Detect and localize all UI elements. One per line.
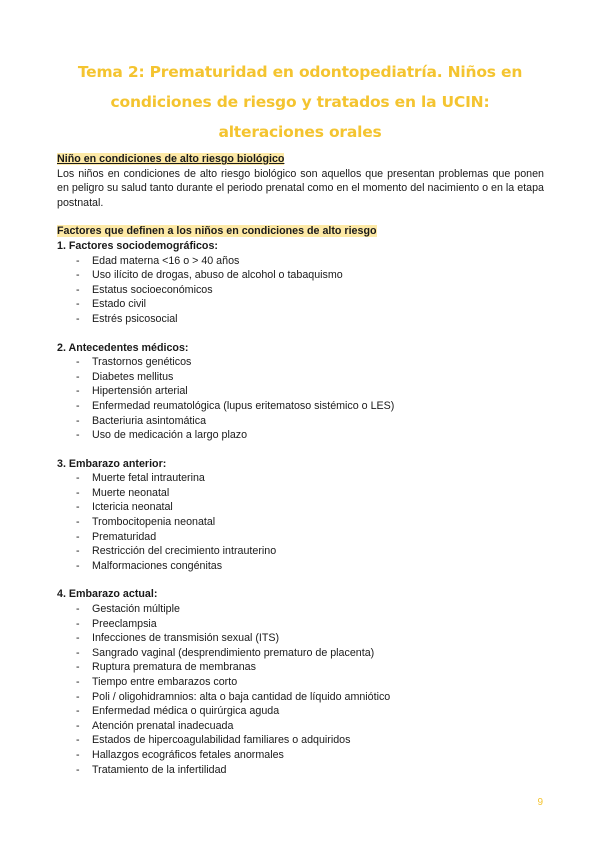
- dash-bullet: -: [76, 269, 80, 282]
- list-item: [57, 733, 544, 748]
- dash-bullet: -: [76, 356, 80, 369]
- dash-bullet: -: [76, 676, 80, 688]
- list-item: [57, 370, 544, 385]
- section-high-risk-paragraph: Los niños en condiciones de alto riesgo biológico son aquellos que presentan problemas que ponen en peligro su salud tanto durante el periodo prenatal como en el momento del nacimiento o en la etapa postnatal.: [57, 167, 544, 209]
- dash-bullet: -: [76, 516, 80, 529]
- section-high-risk-heading: [57, 152, 544, 167]
- factor-group-title: 3. Embarazo anterior:: [57, 457, 167, 470]
- dash-bullet: -: [76, 429, 80, 442]
- list-item-text: Ictericia neonatal: [92, 501, 173, 514]
- dash-bullet: -: [76, 646, 80, 659]
- list-item-text: Bacteriuria asintomática: [92, 414, 207, 427]
- factor-groups: [57, 239, 544, 777]
- dash-bullet: -: [76, 283, 80, 296]
- list-item-text: Edad materna <16 o > 40 años: [92, 254, 240, 267]
- list-item: [57, 530, 544, 545]
- list-item-text: Trastornos genéticos: [92, 356, 192, 369]
- list-item-text: Estrés psicosocial: [92, 312, 178, 325]
- list-item: [57, 414, 544, 429]
- dash-bullet: -: [76, 298, 80, 311]
- dash-bullet: -: [76, 603, 80, 616]
- list-item-text: Trombocitopenia neonatal: [92, 516, 216, 529]
- list-item-text: Hipertensión arterial: [92, 385, 188, 398]
- dash-bullet: -: [76, 254, 80, 267]
- list-item-text: Atención prenatal inadecuada: [92, 719, 234, 732]
- list-item: [57, 384, 544, 399]
- factor-group-title: 4. Embarazo actual:: [57, 588, 158, 601]
- factor-group: [57, 239, 544, 327]
- factor-group: [57, 457, 544, 574]
- list-item: [57, 748, 544, 763]
- list-item: [57, 471, 544, 486]
- list-item: [57, 500, 544, 515]
- dash-bullet: -: [76, 661, 80, 674]
- list-item: [57, 646, 544, 661]
- dash-bullet: -: [76, 385, 80, 398]
- dash-bullet: -: [76, 472, 80, 485]
- list-item-text: Poli / oligohidramnios: alta o baja cantidad de líquido amniótico: [92, 690, 391, 703]
- list-item: [57, 675, 544, 690]
- list-item: [57, 719, 544, 734]
- list-item-text: Ruptura prematura de membranas: [92, 661, 256, 674]
- list-item: [57, 690, 544, 705]
- list-item-text: Uso de medicación a largo plazo: [92, 429, 248, 442]
- list-item: [57, 268, 544, 283]
- list-item: [57, 297, 544, 312]
- list-item: [57, 544, 544, 559]
- dash-bullet: -: [76, 530, 80, 543]
- dash-bullet: -: [76, 617, 80, 630]
- dash-bullet: -: [76, 559, 80, 572]
- list-item-text: Uso ilícito de drogas, abuso de alcohol o tabaquismo: [92, 269, 343, 282]
- factor-group-title: 1. Factores sociodemográficos:: [57, 239, 218, 252]
- factor-group: [57, 341, 544, 443]
- list-item: [57, 486, 544, 501]
- section-factors-heading: [57, 224, 544, 239]
- list-item-text: Enfermedad médica o quirúrgica aguda: [92, 705, 280, 718]
- section-heading-highlighted: Niño en condiciones de alto riesgo biológico: [57, 153, 285, 165]
- dash-bullet: -: [76, 719, 80, 732]
- list-item: [57, 312, 544, 327]
- factor-list: [57, 355, 544, 443]
- factor-list: [57, 471, 544, 573]
- dash-bullet: -: [76, 545, 80, 558]
- list-item-text: Tiempo entre embarazos corto: [92, 676, 238, 688]
- dash-bullet: -: [76, 690, 80, 703]
- list-item: [57, 254, 544, 269]
- dash-bullet: -: [76, 632, 80, 645]
- list-item-text: Prematuridad: [92, 530, 157, 543]
- list-item-text: Tratamiento de la infertilidad: [92, 763, 227, 776]
- list-item: [57, 704, 544, 719]
- list-item-text: Muerte neonatal: [92, 486, 170, 499]
- page-title: Tema 2: Prematuridad en odontopediatría. Niños en condiciones de riesgo y tratados en la UCIN: alteraciones orales: [77, 63, 523, 141]
- list-item-text: Hallazgos ecográficos fetales anormales: [92, 748, 284, 761]
- list-item: [57, 763, 544, 778]
- dash-bullet: -: [76, 501, 80, 514]
- list-item-text: Restricción del crecimiento intrauterino: [92, 545, 277, 558]
- list-item: [57, 559, 544, 574]
- list-item-text: Gestación múltiple: [92, 603, 180, 616]
- list-item-text: Estatus socioeconómicos: [92, 283, 213, 296]
- list-item: [57, 660, 544, 675]
- dash-bullet: -: [76, 312, 80, 325]
- list-item: [57, 355, 544, 370]
- dash-bullet: -: [76, 414, 80, 427]
- factor-list: [57, 602, 544, 777]
- list-item-text: Diabetes mellitus: [92, 370, 174, 383]
- list-item: [57, 428, 544, 443]
- list-item: [57, 283, 544, 298]
- dash-bullet: -: [76, 486, 80, 499]
- dash-bullet: -: [76, 748, 80, 761]
- list-item: [57, 617, 544, 632]
- factor-group-title: 2. Antecedentes médicos:: [57, 341, 189, 354]
- factor-list: [57, 254, 544, 327]
- page-content: [57, 152, 544, 777]
- list-item-text: Estados de hipercoagulabilidad familiares o adquiridos: [92, 734, 351, 747]
- list-item-text: Enfermedad reumatológica (lupus eritematoso sistémico o LES): [92, 399, 395, 412]
- factor-group: [57, 587, 544, 777]
- dash-bullet: -: [76, 734, 80, 747]
- list-item: [57, 602, 544, 617]
- section-heading-highlighted: Factores que definen a los niños en condiciones de alto riesgo: [57, 225, 377, 238]
- list-item-text: Malformaciones congénitas: [92, 559, 223, 572]
- list-item-text: Muerte fetal intrauterina: [92, 472, 205, 485]
- page-number: 9: [537, 797, 543, 808]
- list-item-text: Sangrado vaginal (desprendimiento prematuro de placenta): [92, 646, 375, 659]
- list-item: [57, 515, 544, 530]
- list-item: [57, 399, 544, 414]
- dash-bullet: -: [76, 370, 80, 383]
- dash-bullet: -: [76, 705, 80, 718]
- dash-bullet: -: [76, 399, 80, 412]
- dash-bullet: -: [76, 763, 80, 776]
- list-item-text: Infecciones de transmisión sexual (ITS): [92, 632, 280, 645]
- list-item: [57, 631, 544, 646]
- list-item-text: Estado civil: [92, 298, 147, 311]
- list-item-text: Preeclampsia: [92, 617, 157, 630]
